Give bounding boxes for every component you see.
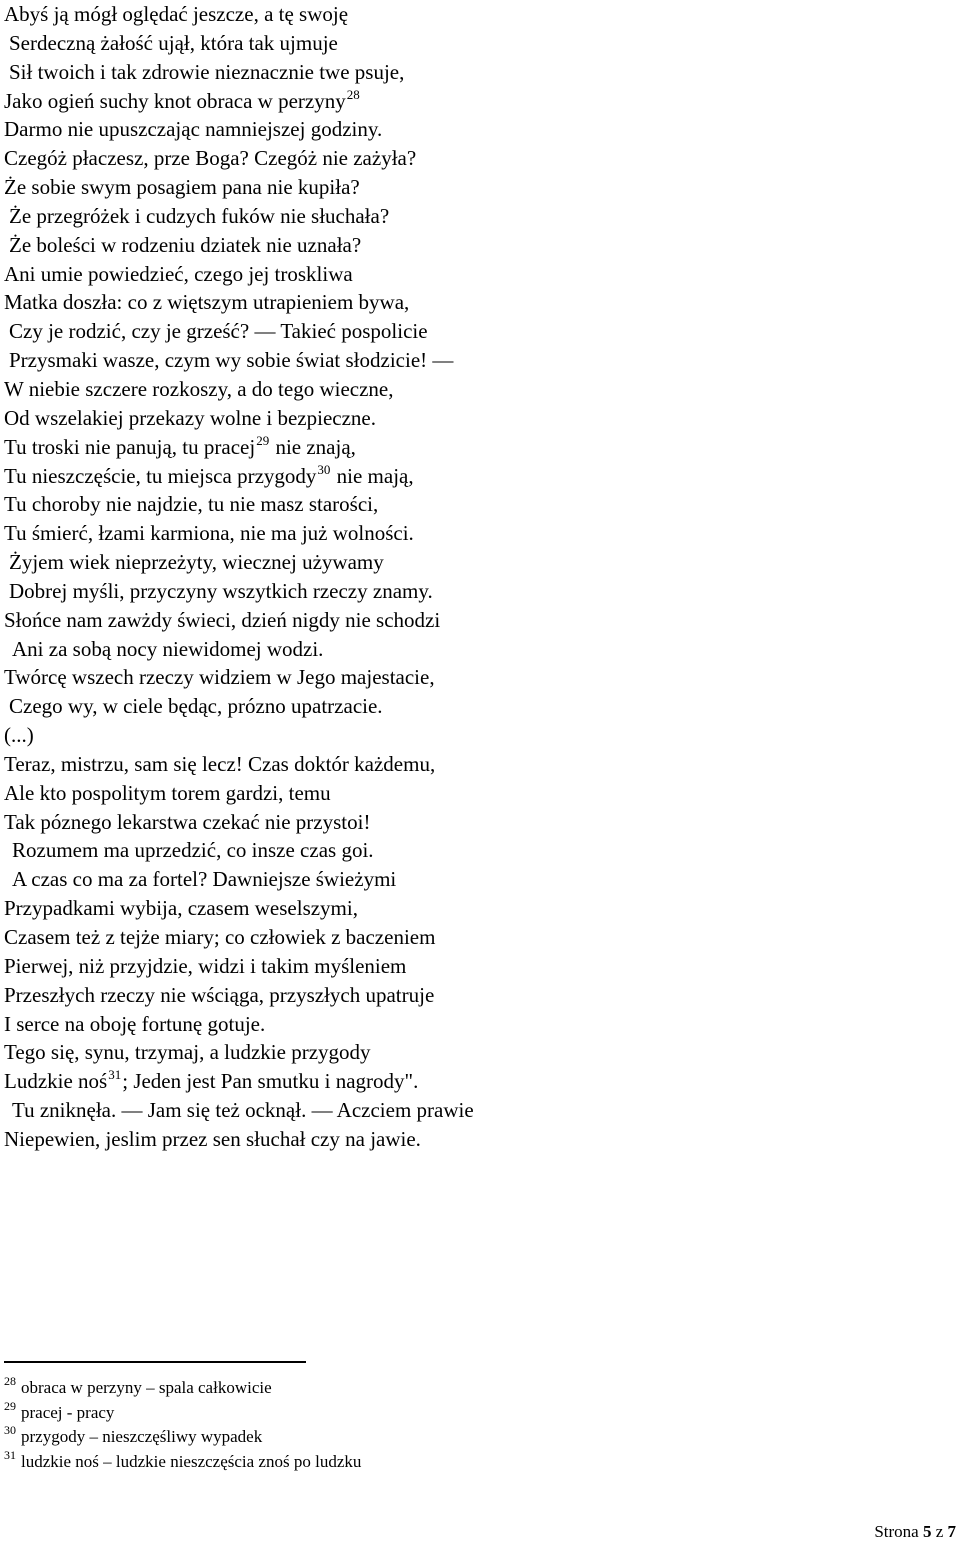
poem-line-text: A czas co ma za fortel? Dawniejsze świeżymi: [12, 867, 397, 892]
poem-line: [4, 606, 954, 635]
poem-line-text: Że sobie swym posagiem pana nie kupiła?: [4, 175, 360, 200]
poem-line-text: W niebie szczere rozkoszy, a do tego wieczne,: [4, 376, 394, 401]
page-number: [874, 1522, 956, 1542]
poem-line-text: Tak póznego lekarstwa czekać nie przystoi!: [4, 809, 371, 834]
poem-line-text: Teraz, mistrzu, sam się lecz! Czas doktór każdemu,: [4, 751, 436, 776]
poem-line: [4, 375, 954, 404]
poem-line-text: Abyś ją mógł oględać jeszcze, a tę swoję: [4, 2, 349, 26]
poem-line: [4, 663, 954, 692]
poem-line: [4, 692, 954, 721]
poem-line: [4, 29, 954, 58]
poem-line-text: (...): [4, 723, 34, 748]
poem-line: [4, 1038, 954, 1067]
poem-line: [4, 808, 954, 837]
poem-line-text: Niepewien, jeslim przez sen słuchał czy na jawie.: [4, 1126, 421, 1151]
poem-line: [4, 288, 954, 317]
poem-line-text: Żyjem wiek nieprzeżyty, wiecznej używamy: [9, 550, 384, 575]
poem-line-text: Tu choroby nie najdzie, tu nie masz starości,: [4, 492, 379, 517]
poem-line: [4, 779, 954, 808]
poem-line-text: Słońce nam zawżdy świeci, dzień nigdy nie schodzi: [4, 607, 441, 632]
poem-line: [4, 260, 954, 289]
poem-line: [4, 635, 954, 664]
footnote: [4, 1398, 804, 1426]
poem-line-text: Od wszelakiej przekazy wolne i bezpieczne.: [4, 405, 376, 430]
page-number-total: 7: [947, 1522, 956, 1541]
poem-line-text: Tego się, synu, trzymaj, a ludzkie przygody: [4, 1040, 371, 1065]
poem-line-text: Serdeczną żałość ujął, która tak ujmuje: [9, 30, 338, 55]
footnote-text: ludzkie noś – ludzkie nieszczęścia znoś po ludzku: [21, 1451, 362, 1471]
poem-line: [4, 923, 954, 952]
poem-line-text-after: nie znają,: [270, 434, 356, 459]
poem-line: [4, 404, 954, 433]
poem-line-text: Ani za sobą nocy niewidomej wodzi.: [12, 636, 324, 661]
poem-line: [4, 1067, 954, 1096]
footnote: [4, 1447, 804, 1475]
footnote-reference: 31: [108, 1067, 122, 1083]
page-number-separator: z: [935, 1522, 944, 1541]
poem-line-text: Tu troski nie panują, tu pracej: [4, 434, 256, 459]
footnote-text: pracej - pracy: [21, 1402, 115, 1422]
poem-line-text: Przysmaki wasze, czym wy sobie świat słodzicie! —: [9, 348, 454, 373]
poem-line-text: Dobrej myśli, przyczyny wszytkich rzeczy znamy.: [9, 578, 433, 603]
footnote-reference: 28: [346, 86, 360, 102]
poem-line-text: Jako ogień suchy knot obraca w perzyny: [4, 88, 346, 113]
poem-line-text: Ani umie powiedzieć, czego jej troskliwa: [4, 261, 353, 286]
poem-line: [4, 87, 954, 116]
poem-line: [4, 952, 954, 981]
poem-line-text: Twórcę wszech rzeczy widziem w Jego majestacie,: [4, 665, 435, 690]
poem-line-text: Rozumem ma uprzedzić, co insze czas goi.: [12, 838, 374, 863]
footnote-number: 30: [4, 1423, 16, 1437]
poem-line: [4, 1010, 954, 1039]
footnote-separator: [4, 1361, 306, 1363]
poem-line: [4, 519, 954, 548]
poem-line-text: Tu nieszczęście, tu miejsca przygody: [4, 463, 317, 488]
footnote-reference: 29: [256, 432, 270, 448]
poem-line: [4, 750, 954, 779]
poem-line-text: I serce na oboję fortunę gotuje.: [4, 1011, 266, 1036]
poem-line: [4, 577, 954, 606]
poem-line: [4, 721, 954, 750]
poem-line-text: Przeszłych rzeczy nie wściąga, przyszłych upatruje: [4, 982, 435, 1007]
poem-line: [4, 462, 954, 491]
poem-line-text: Czy je rodzić, czy je grześć? — Takieć pospolicie: [9, 319, 428, 344]
poem-line: [4, 981, 954, 1010]
footnote-text: obraca w perzyny – spala całkowicie: [21, 1378, 272, 1397]
poem-line-text: Że boleści w rodzeniu dziatek nie uznała?: [9, 232, 362, 257]
poem-line: [4, 202, 954, 231]
page-number-prefix: Strona: [874, 1522, 919, 1541]
footnote-number: 31: [4, 1447, 16, 1462]
poem-line: [4, 894, 954, 923]
poem-line: [4, 115, 954, 144]
poem-line-text: Ale kto pospolitym torem gardzi, temu: [4, 780, 331, 805]
poem-line-text: Że przegróżek i cudzych fuków nie słuchała?: [9, 203, 390, 228]
poem-line-text-after: ; Jeden jest Pan smutku i nagrody".: [122, 1069, 419, 1094]
poem-line: [4, 836, 954, 865]
poem-line-text: Tu śmierć, łzami karmiona, nie ma już wolności.: [4, 521, 414, 546]
poem-line: [4, 548, 954, 577]
poem-line-text-after: nie mają,: [331, 463, 414, 488]
poem-line-text: Czego wy, w ciele będąc, prózno upatrzacie.: [9, 694, 383, 719]
poem-line: [4, 490, 954, 519]
poem-line: [4, 173, 954, 202]
footnote-number: 28: [4, 1374, 16, 1388]
footnote-number: 29: [4, 1398, 16, 1413]
footnote-reference: 30: [317, 461, 331, 477]
poem-line: [4, 317, 954, 346]
poem-line-text: Matka doszła: co z więtszym utrapieniem bywa,: [4, 290, 410, 315]
poem-line: [4, 346, 954, 375]
poem-line: [4, 231, 954, 260]
poem-line-text: Ludzkie noś: [4, 1069, 108, 1094]
poem-line: [4, 144, 954, 173]
footnote: [4, 1425, 804, 1450]
footnote-text: przygody – nieszczęśliwy wypadek: [21, 1427, 263, 1446]
poem-line: [4, 865, 954, 894]
poem-line: [4, 433, 954, 462]
poem-line-text: Sił twoich i tak zdrowie nieznacznie twe psuje,: [9, 59, 405, 84]
poem-text: [4, 0, 954, 1154]
page-number-current: 5: [922, 1522, 932, 1541]
poem-line-text: Tu zniknęła. — Jam się też ocknął. — Aczciem prawie: [12, 1098, 474, 1123]
poem-line: [4, 1125, 954, 1154]
poem-line: [4, 0, 954, 29]
poem-line-text: Darmo nie upuszczając namniejszej godziny.: [4, 117, 383, 142]
poem-line-text: Czegóż płaczesz, prze Boga? Czegóż nie zażyła?: [4, 146, 417, 171]
poem-line-text: Przypadkami wybija, czasem weselszymi,: [4, 896, 358, 921]
footnotes-section: [4, 1376, 804, 1474]
poem-line: [4, 1096, 954, 1125]
poem-line-text: Pierwej, niż przyjdzie, widzi i takim myśleniem: [4, 953, 407, 978]
footnote: [4, 1376, 804, 1401]
poem-line: [4, 58, 954, 87]
poem-line-text: Czasem też z tejże miary; co człowiek z baczeniem: [4, 925, 436, 949]
